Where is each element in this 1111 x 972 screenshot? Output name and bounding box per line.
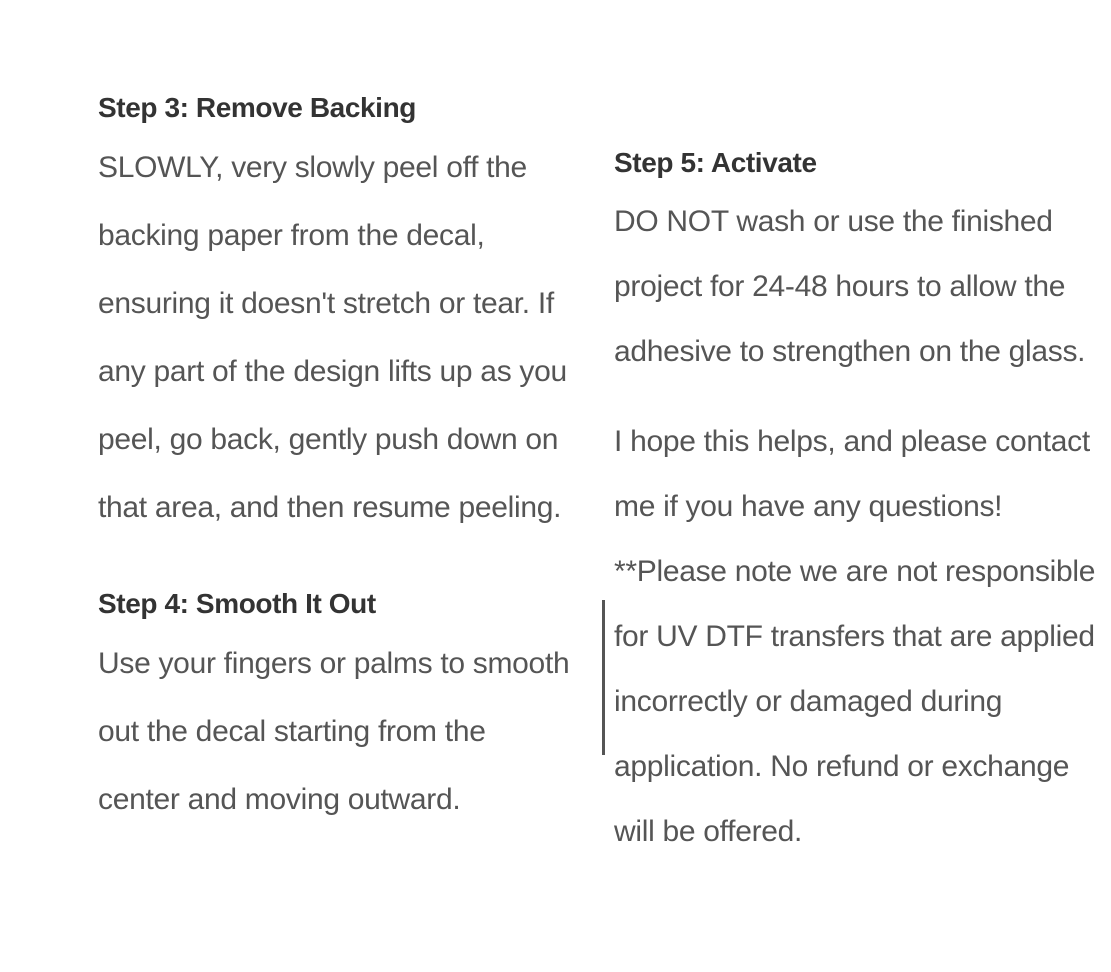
step-3-line: backing paper from the decal, — [98, 219, 485, 252]
step-3-text — [98, 134, 578, 542]
step-5-heading: Step 5: Activate — [614, 147, 817, 178]
disclaimer-line: **Please note we are not responsible — [614, 555, 1096, 588]
step-3-line: SLOWLY, very slowly peel off the — [98, 151, 527, 184]
closing-line: I hope this helps, and please contact — [614, 425, 1090, 458]
step-4-line: Use your fingers or palms to smooth — [98, 647, 570, 680]
step-5-text — [614, 189, 1084, 384]
step-4-line: center and moving outward. — [98, 783, 461, 816]
step-3-line: that area, and then resume peeling. — [98, 491, 562, 524]
step-4-line: out the decal starting from the — [98, 715, 486, 748]
step-5-line: DO NOT wash or use the finished — [614, 205, 1053, 238]
disclaimer-line: for UV DTF transfers that are applied — [614, 620, 1095, 653]
step-3-line: ensuring it doesn't stretch or tear. If — [98, 287, 554, 320]
step-4-section — [98, 578, 578, 834]
closing-line: me if you have any questions! — [614, 490, 1003, 523]
disclaimer-line: will be offered. — [614, 815, 803, 848]
disclaimer-line: incorrectly or damaged during — [614, 685, 1003, 718]
closing-section — [614, 409, 1096, 864]
text-cursor-bar — [602, 600, 605, 755]
step-4-text — [98, 630, 578, 834]
step-4-heading: Step 4: Smooth It Out — [98, 588, 376, 619]
closing-text — [614, 409, 1096, 864]
step-5-line: adhesive to strengthen on the glass. — [614, 335, 1086, 368]
left-column — [98, 82, 578, 834]
step-5-line: project for 24-48 hours to allow the — [614, 270, 1066, 303]
disclaimer-line: application. No refund or exchange — [614, 750, 1070, 783]
right-column — [614, 137, 1096, 864]
step-3-section — [98, 82, 578, 542]
step-5-section — [614, 137, 1084, 384]
step-3-line: peel, go back, gently push down on — [98, 423, 559, 456]
step-3-heading: Step 3: Remove Backing — [98, 92, 416, 123]
step-3-line: any part of the design lifts up as you — [98, 355, 567, 388]
